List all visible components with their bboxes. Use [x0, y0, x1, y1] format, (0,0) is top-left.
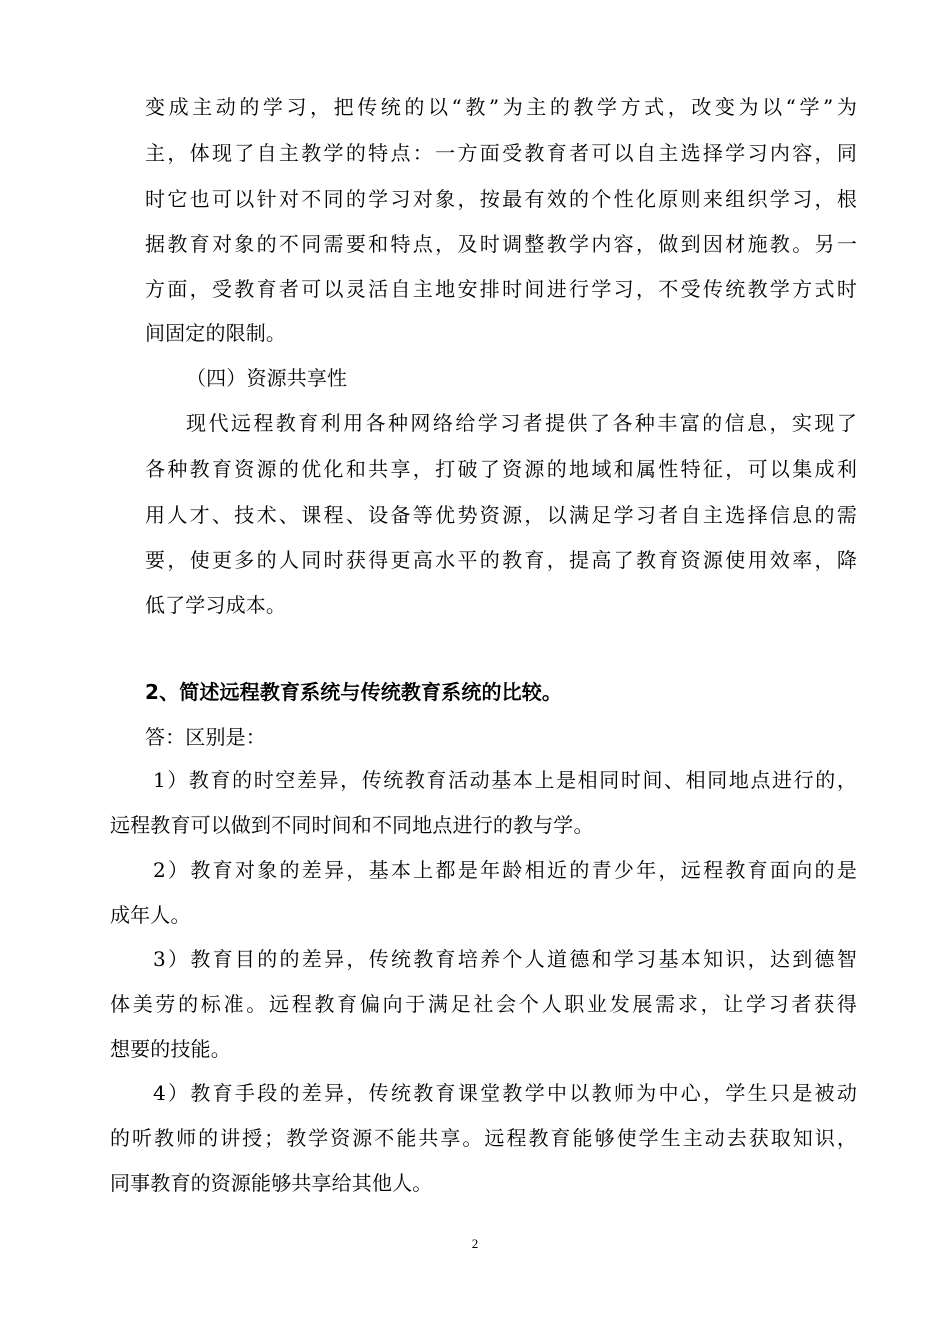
paragraph-line: 用人才、技术、课程、设备等优势资源，以满足学习者自主选择信息的需	[145, 503, 857, 527]
paragraph-line: 要，使更多的人同时获得更高水平的教育，提高了教育资源使用效率，降	[145, 548, 857, 572]
paragraph-line: 变成主动的学习，把传统的以“教”为主的教学方式，改变为以“学”为	[145, 95, 857, 119]
paragraph-line: 低了学习成本。	[145, 593, 287, 617]
answer-item-line: 远程教育可以做到不同时间和不同地点进行的教与学。	[110, 813, 594, 837]
answer-item-line: 4）教育手段的差异，传统教育课堂教学中以教师为中心，学生只是被动	[153, 1081, 857, 1105]
section-subheading: （四）资源共享性	[186, 366, 348, 390]
paragraph-line: 方面，受教育者可以灵活自主地安排时间进行学习，不受传统教学方式时	[145, 277, 857, 301]
answer-item-line: 体美劳的标准。远程教育偏向于满足社会个人职业发展需求，让学习者获得	[110, 992, 857, 1016]
answer-item-line: 想要的技能。	[110, 1037, 231, 1061]
page-number: 2	[471, 1236, 479, 1251]
paragraph-line: 现代远程教育利用各种网络给学习者提供了各种丰富的信息，实现了	[186, 411, 857, 435]
paragraph-line: 时它也可以针对不同的学习对象，按最有效的个性化原则来组织学习，根	[145, 187, 857, 211]
paragraph-line: 各种教育资源的优化和共享，打破了资源的地域和属性特征，可以集成利	[145, 457, 857, 481]
answer-item-line: 同事教育的资源能够共享给其他人。	[110, 1171, 433, 1195]
question-heading: 2、简述远程教育系统与传统教育系统的比较。	[145, 680, 563, 704]
answer-item-line: 成年人。	[110, 903, 191, 927]
paragraph-line: 主，体现了自主教学的特点：一方面受教育者可以自主选择学习内容，同	[145, 141, 857, 165]
paragraph-line: 间固定的限制。	[145, 321, 287, 345]
answer-item-line: 3）教育目的的差异，传统教育培养个人道德和学习基本知识，达到德智	[153, 947, 857, 971]
answer-item-line: 1）教育的时空差异，传统教育活动基本上是相同时间、相同地点进行的，	[153, 768, 857, 792]
answer-intro: 答：区别是：	[145, 725, 266, 749]
paragraph-line: 据教育对象的不同需要和特点，及时调整教学内容，做到因材施教。另一	[145, 232, 857, 256]
answer-item-line: 的听教师的讲授；教学资源不能共享。远程教育能够使学生主动去获取知识，	[110, 1126, 857, 1150]
answer-item-line: 2）教育对象的差异，基本上都是年龄相近的青少年，远程教育面向的是	[153, 858, 857, 882]
